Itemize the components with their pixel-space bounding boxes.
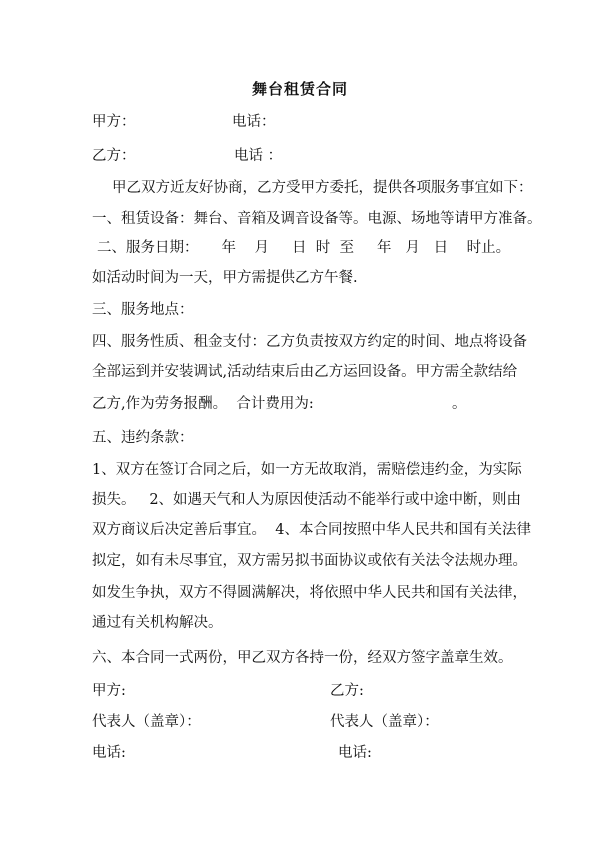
- clause-2: 二、服务日期： 年 月 日 时 至 年 月 日 时止。: [97, 240, 511, 256]
- party-a-phone-label: 电话：: [232, 114, 276, 130]
- clause-5: 五、违约条款：: [92, 430, 194, 446]
- clause-1: 一、租赁设备：舞台、音箱及调音设备等。电源、场地等请甲方准备。: [92, 211, 542, 227]
- clause-3: 三、服务地点：: [92, 302, 194, 318]
- sign-phone-b: 电话:: [338, 745, 372, 761]
- intro-text: 甲乙双方近友好协商，乙方受甲方委托，提供各项服务事宜如下：: [112, 180, 533, 196]
- clause-5-line-3: 双方商议后决定善后事宜。 4、本合同按照中华人民共和国有关法律: [92, 522, 531, 538]
- sign-party-a: 甲方:: [92, 683, 126, 699]
- clause-2-note: 如活动时间为一天，甲方需提供乙方午餐.: [92, 270, 358, 286]
- clause-4-line-2: 全部运到并安装调试,活动结束后由乙方运回设备。甲方需全款结给: [92, 364, 518, 380]
- sign-party-b: 乙方:: [330, 683, 364, 699]
- sign-phone-a: 电话:: [92, 745, 126, 761]
- clause-5-line-1: 1、双方在签订合同之后，如一方无故取消，需赔偿违约金，为实际: [92, 462, 522, 478]
- party-a-label: 甲方：: [92, 114, 136, 130]
- clause-5-line-4: 拟定，如有未尽事宜，双方需另拟书面协议或依有关法令法规办理。: [92, 553, 527, 569]
- clause-5-line-6: 通过有关机构解决。: [92, 615, 223, 631]
- party-a-row: [92, 112, 512, 132]
- sign-rep-b: 代表人（盖章）：: [330, 714, 439, 730]
- clause-5-line-2: 损失。 2、如遇天气和人为原因使活动不能举行或中途中断，则由: [92, 492, 522, 508]
- clause-4-line-1: 四、服务性质、租金支付：乙方负责按双方约定的时间、地点将设备: [92, 334, 527, 350]
- party-b-row: [92, 146, 512, 166]
- clause-4-line-3: 乙方,作为劳务报酬。 合计费用为: 。: [92, 396, 467, 412]
- document-title: 舞台租赁合同: [251, 80, 348, 98]
- clause-5-line-5: 如发生争执，双方不得圆满解决，将依照中华人民共和国有关法律，: [92, 585, 527, 601]
- clause-6: 六、本合同一式两份，甲乙双方各持一份，经双方签字盖章生效。: [92, 650, 513, 666]
- party-b-label: 乙方：: [92, 148, 136, 164]
- party-b-phone-label: 电话 ：: [234, 148, 283, 164]
- sign-rep-a: 代表人（盖章）：: [92, 714, 201, 730]
